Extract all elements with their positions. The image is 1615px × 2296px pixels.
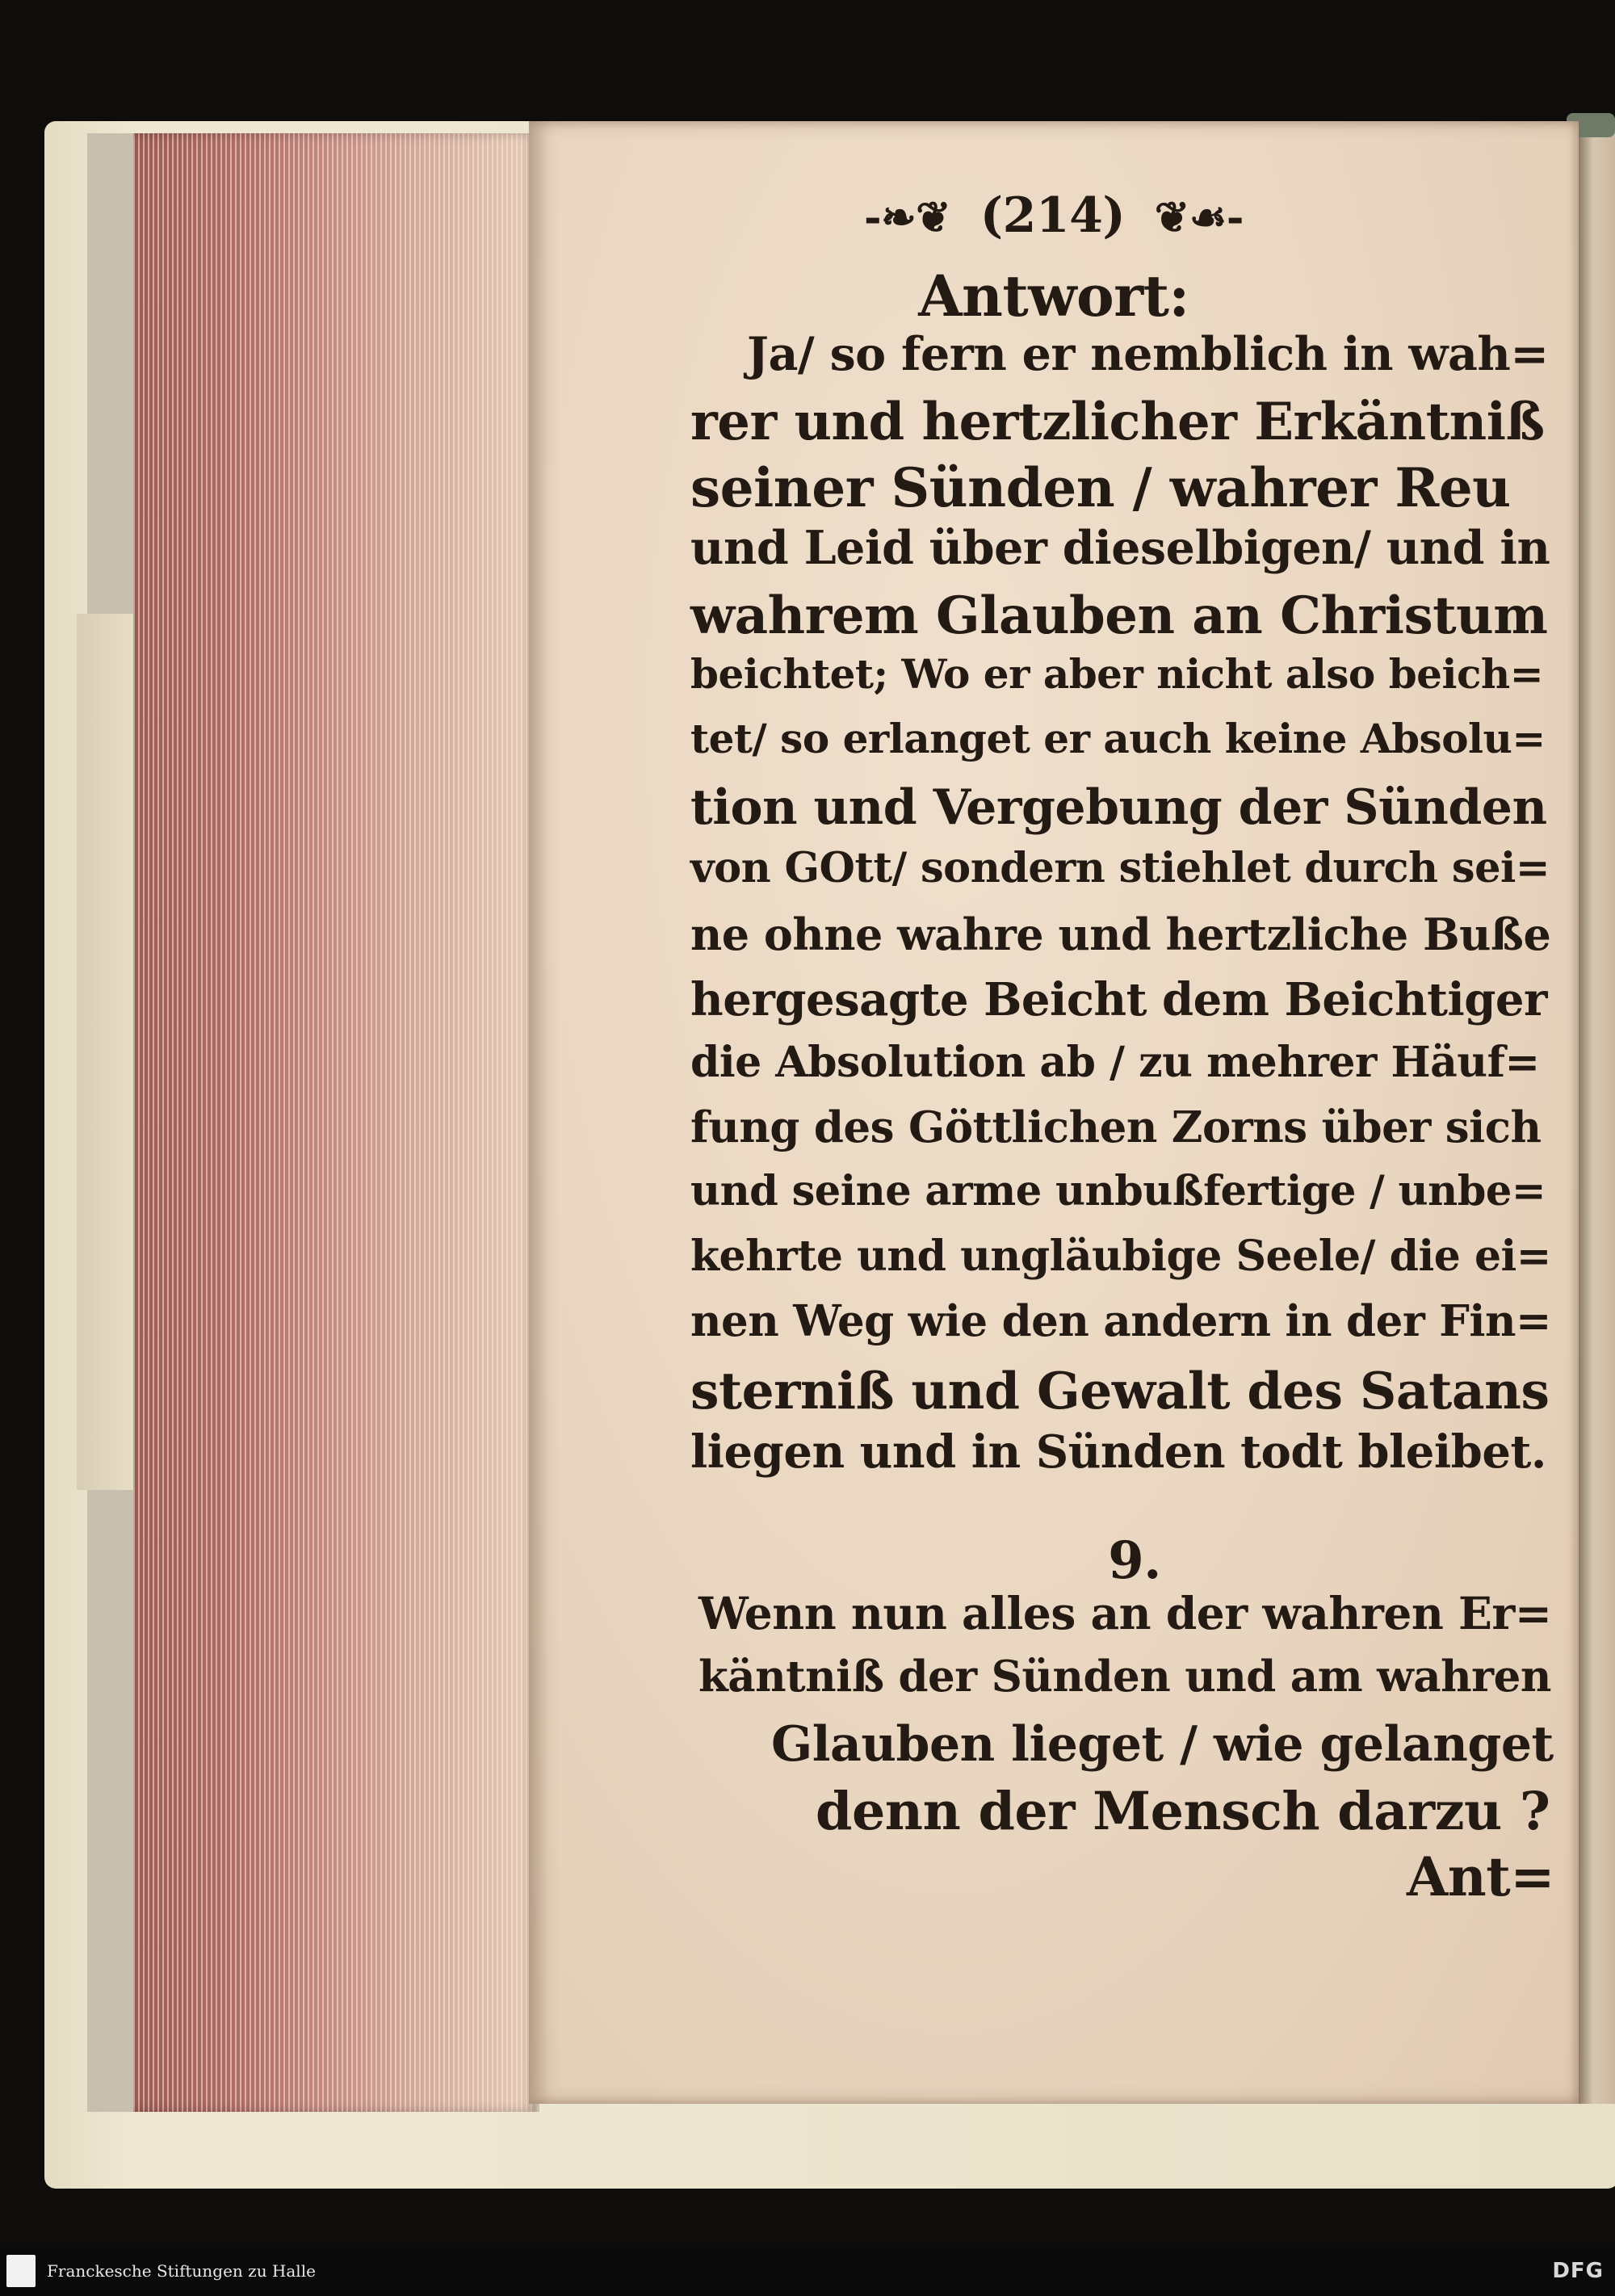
answer-line: liegen und in Sünden todt bleibet. — [690, 1425, 1546, 1479]
bookmark-strip — [77, 614, 135, 1490]
left-ornament-icon: -❧❦ — [863, 193, 951, 242]
question-line: Wenn nun alles an der wahren Er= — [698, 1587, 1552, 1639]
institution-logo-icon — [6, 2255, 36, 2287]
question-line: käntniß der Sünden und am wahren — [698, 1652, 1551, 1702]
question-number: 9. — [1108, 1530, 1161, 1591]
answer-line: und seine arme unbußfertige / unbe= — [690, 1167, 1546, 1215]
right-ornament-icon: ❦☙- — [1154, 193, 1244, 242]
heading: Antwort: — [918, 262, 1189, 329]
book-page — [529, 121, 1579, 2104]
answer-line: von GOtt/ sondern stiehlet durch sei= — [690, 844, 1550, 892]
page-edges — [133, 133, 537, 2112]
answer-line: wahrem Glauben an Christum — [690, 586, 1548, 646]
institution-name: Franckesche Stiftungen zu Halle — [47, 2261, 316, 2281]
answer-line: beichtet; Wo er aber nicht also beich= — [690, 650, 1544, 698]
page-text — [529, 121, 1579, 2104]
answer-line: Ja/ so fern er nemblich in wah= — [747, 327, 1549, 381]
question-line: Glauben lieget / wie gelanget — [771, 1716, 1554, 1773]
question-line: denn der Mensch darzu ? — [816, 1781, 1550, 1842]
answer-line: seiner Sünden / wahrer Reu — [690, 456, 1511, 519]
answer-line: sterniß und Gewalt des Satans — [690, 1361, 1550, 1421]
answer-line: tet/ so erlanget er auch keine Absolu= — [690, 715, 1546, 762]
answer-line: und Leid über dieselbigen/ und in — [690, 521, 1550, 575]
answer-line: rer und hertzlicher Erkäntniß — [690, 392, 1545, 452]
next-page-edge — [1579, 121, 1615, 2104]
page-number: (214) — [979, 187, 1126, 244]
answer-line: fung des Göttlichen Zorns über sich — [690, 1102, 1542, 1152]
answer-line: hergesagte Beicht dem Beichtiger — [690, 973, 1548, 1026]
answer-line: nen Weg wie den andern in der Fin= — [690, 1296, 1551, 1346]
funder-logo: DFG — [1552, 2259, 1604, 2283]
answer-line: ne ohne wahre und hertzliche Buße — [690, 909, 1551, 960]
answer-line: die Absolution ab / zu mehrer Häuf= — [690, 1038, 1540, 1087]
answer-line: tion und Vergebung der Sünden — [690, 779, 1547, 836]
answer-line: kehrte und ungläubige Seele/ die ei= — [690, 1232, 1551, 1281]
catchword: Ant= — [1407, 1845, 1554, 1908]
page-header — [529, 182, 1579, 245]
